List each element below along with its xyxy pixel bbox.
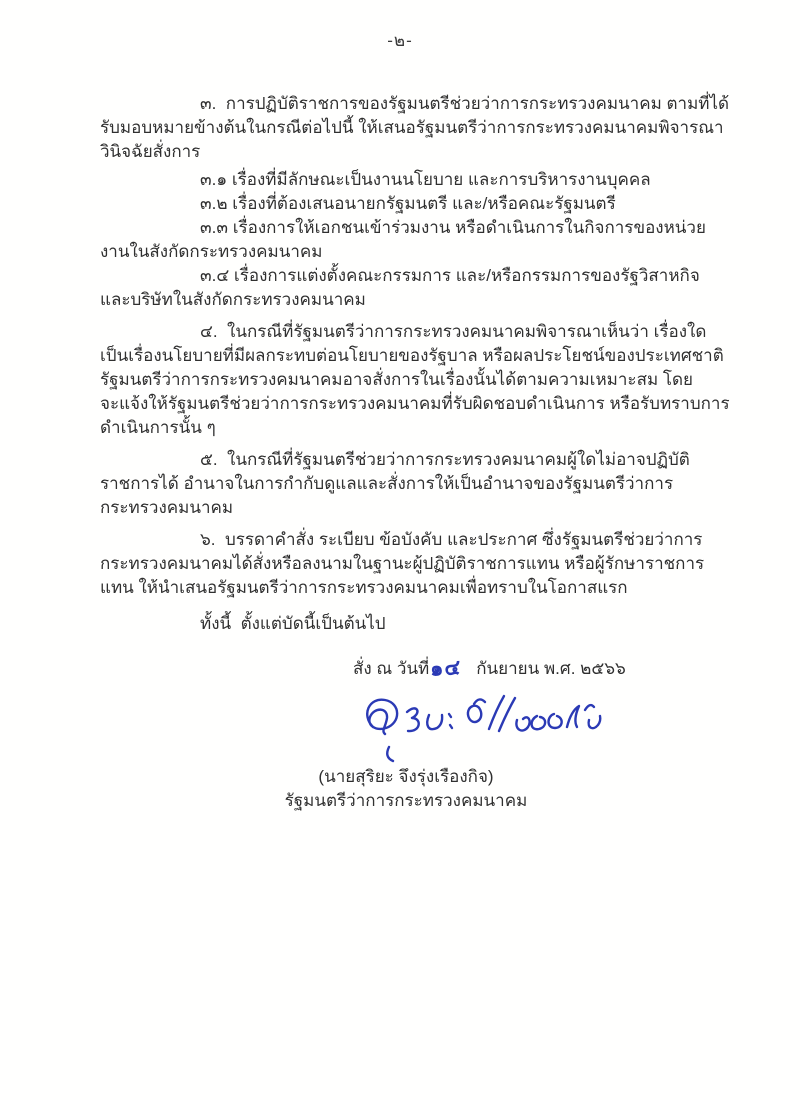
paragraph-6: ๖. บรรดาคำสั่ง ระเบียบ ข้อบังคับ และประกาศ ซึ่งรัฐมนตรีช่วยว่าการกระทรวงคมนาคมได้สั่งหรือลงนามในฐานะผู้ปฏิบัติราชการแทน หรือผู้รักษาราชการแทน ให้นำเสนอรัฐมนตรีว่าการกระทรวงคมนาคมเพื่อทราบในโอกาสแรก (100, 530, 705, 597)
signature-stroke (427, 715, 442, 729)
document-body (100, 92, 732, 813)
paragraph-4: ๔. ในกรณีที่รัฐมนตรีว่าการกระทรวงคมนาคมพิจารณาเห็นว่า เรื่องใดเป็นเรื่องนโยบายที่มีผลกระทบต่อนโยบายของรัฐบาล หรือผลประโยชน์ของประเทศชาติ รัฐมนตรีว่าการกระทรวงคมนาคมอาจสั่งการในเรื่องนั้นได้ตามความเหมาะสม โดยจะแจ้งให้รัฐมนตรีช่วยว่าการกระทรวงคมนาคมที่รับผิดชอบดำเนินการ หรือรับทราบการดำเนินการนั้น ๆ (100, 322, 730, 437)
signature-stroke (449, 714, 451, 717)
signature-stroke (549, 714, 562, 728)
signature-stroke (468, 706, 481, 722)
order-date-suffix: กันยายน พ.ศ. ๒๕๖๖ (476, 659, 626, 678)
signature-stroke (450, 725, 452, 728)
signature-stroke (585, 705, 594, 710)
signature-stroke (516, 717, 529, 730)
signature-stroke (567, 706, 579, 727)
paragraph-3: ๓. การปฏิบัติราชการของรัฐมนตรีช่วยว่าการกระทรวงคมนาคม ตามที่ได้รับมอบหมายข้างต้นในกรณีต่อไปนี้ ให้เสนอรัฐมนตรีว่าการกระทรวงคมนาคมพิจารณาวินิจฉัยสั่งการ (100, 94, 730, 161)
subitem-3-3: ๓.๓ เรื่องการให้เอกชนเข้าร่วมงาน หรือดำเนินการในกิจการของหน่วยงานในสังกัดกระทรวงคมนาคม (100, 218, 706, 261)
handwritten-day-number: ๑๔ (429, 656, 463, 681)
signatory-title: รัฐมนตรีว่าการกระทรวงคมนาคม (284, 791, 528, 810)
signature-block (355, 685, 732, 763)
subitem-3-1: ๓.๑ เรื่องที่มีลักษณะเป็นงานนโยบาย และการบริหารงานบุคคล (200, 170, 651, 189)
signatory-name: (นายสุริยะ จึงรุ่งเรืองกิจ) (318, 767, 494, 786)
subitem-3-4: ๓.๔ เรื่องการแต่งตั้งคณะกรรมการ และ/หรือกรรมการของรัฐวิสาหกิจ และบริษัทในสังกัดกระทรวงคมนาคม (100, 266, 700, 309)
signature-stroke (474, 699, 485, 704)
signature-handwriting-image (355, 685, 607, 763)
signature-stroke (407, 708, 419, 731)
paragraph-5: ๕. ในกรณีที่รัฐมนตรีช่วยว่าการกระทรวงคมนาคมผู้ใดไม่อาจปฏิบัติราชการได้ อำนาจในการกำกับดูแลและสั่งการให้เป็นอำนาจของรัฐมนตรีว่าการกระทรวงคมนาคม (100, 450, 690, 517)
order-date-line (100, 656, 732, 681)
signature-stroke (367, 700, 397, 734)
signature-stroke (589, 716, 601, 728)
order-date-prefix: สั่ง ณ วันที่ (353, 659, 430, 678)
closing-line: ทั้งนี้ ตั้งแต่บัดนี้เป็นต้นไป (200, 614, 386, 633)
signature-stroke (387, 747, 393, 761)
page-number: -๒- (387, 31, 413, 50)
signature-stroke (532, 716, 546, 729)
subitem-3-2: ๓.๒ เรื่องที่ต้องเสนอนายกรัฐมนตรี และ/หรือคณะรัฐมนตรี (200, 194, 616, 213)
